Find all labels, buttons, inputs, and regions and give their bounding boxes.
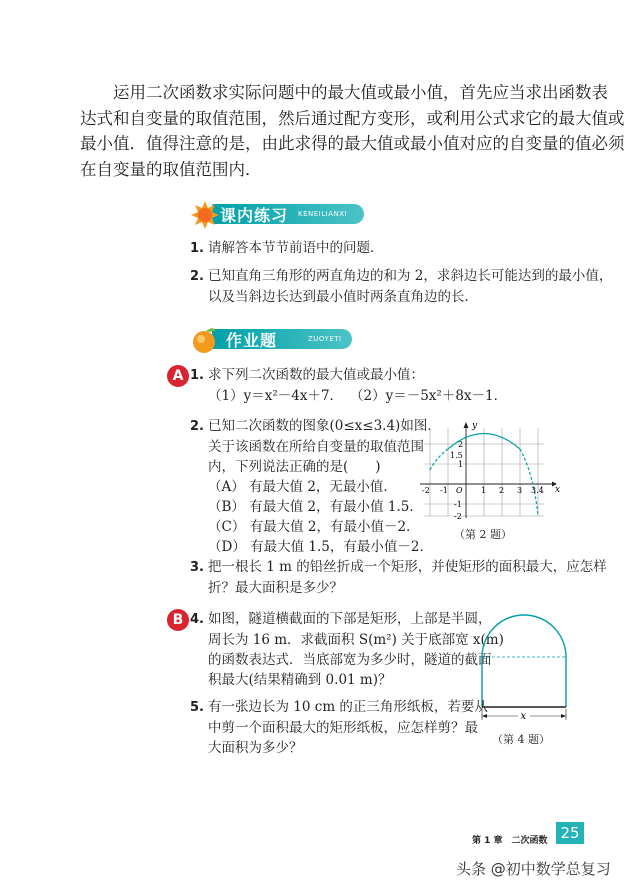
chapter-label: 第 1 章 二次函数 bbox=[472, 836, 548, 846]
tunnel-figure bbox=[474, 612, 574, 727]
item-text: 内，下列说法正确的是( ) bbox=[208, 459, 381, 475]
origin-label: O bbox=[456, 486, 463, 495]
intro-line: 达式和自变量的取值范围，然后通过配方变形，或利用公式求它的最大值或 bbox=[80, 108, 625, 128]
item-text: 已知二次函数的图象(0≤x≤3.4)如图． bbox=[208, 418, 441, 434]
x-tick: -2 bbox=[422, 486, 430, 495]
intro-line: 运用二次函数求实际问题中的最大值或最小值，首先应当求出函数表 bbox=[113, 83, 608, 102]
x-tick: 3.4 bbox=[531, 486, 544, 495]
figure-4-caption: （第 4 题） bbox=[492, 733, 550, 746]
item-text: 有一张边长为 10 cm 的正三角形纸板，若要从 bbox=[208, 699, 488, 715]
level-b-badge: B bbox=[167, 609, 189, 631]
item-number: 2. bbox=[190, 269, 204, 284]
curve-dashed bbox=[520, 449, 538, 516]
intro-paragraph bbox=[80, 80, 625, 182]
practice-subtitle: KENEILIANXI bbox=[298, 210, 348, 218]
item-text: 积最大(结果精确到 0.01 m)？ bbox=[208, 672, 392, 688]
x-tick: 3 bbox=[517, 486, 523, 495]
figure-2-caption: （第 2 题） bbox=[454, 528, 512, 541]
tunnel-x-label: x bbox=[520, 711, 527, 722]
page-number: 25 bbox=[556, 822, 584, 844]
tunnel-outline bbox=[482, 615, 566, 707]
homework-title: 作业题 bbox=[226, 331, 278, 350]
intro-line: 在自变量的取值范围内． bbox=[80, 159, 262, 179]
homework-subtitle: ZUOYETI bbox=[308, 335, 342, 343]
graph-y-label: y bbox=[472, 421, 478, 431]
x-tick: 2 bbox=[499, 486, 505, 495]
graph-grid bbox=[424, 428, 544, 516]
item-number: 2. bbox=[190, 419, 204, 434]
question-3 bbox=[190, 557, 607, 598]
parabola-graph bbox=[412, 420, 562, 520]
item-text: 周长为 16 m．求截面积 S(m²) 关于底部宽 x(m) bbox=[208, 632, 504, 648]
question-5 bbox=[190, 697, 488, 758]
practice-header bbox=[190, 200, 370, 230]
option-b: （B） 有最大值 2，有最小值 1.5． bbox=[208, 499, 423, 515]
practice-title: 课内练习 bbox=[220, 206, 289, 225]
graph-x-label: x bbox=[555, 485, 561, 495]
y-tick: -1 bbox=[454, 500, 462, 509]
y-axis-arrow bbox=[464, 422, 469, 428]
fruit-icon bbox=[190, 325, 220, 355]
item-number: 4. bbox=[190, 612, 204, 627]
item-text: 以及当斜边长达到最小值时两条直角边的长． bbox=[208, 289, 478, 305]
practice-item bbox=[190, 266, 613, 307]
option-d: （D） 有最大值 1.5，有最小值－2． bbox=[208, 539, 433, 555]
y-tick: -2 bbox=[454, 512, 462, 520]
question-2 bbox=[190, 416, 441, 557]
sun-icon bbox=[190, 200, 220, 230]
curve-dashed-left bbox=[430, 449, 448, 470]
intro-line: 最小值．值得注意的是，由此求得的最大值或最小值对应的自变量的值必须 bbox=[80, 134, 625, 153]
item-text: 求下列二次函数的最大值或最小值： bbox=[208, 367, 424, 383]
question-4 bbox=[190, 609, 504, 690]
item-text: 的函数表达式．当底部宽为多少时，隧道的截面 bbox=[208, 652, 492, 668]
homework-header bbox=[190, 325, 360, 355]
item-number: 3. bbox=[190, 560, 204, 575]
question-1 bbox=[190, 365, 590, 406]
item-text: 如图，隧道横截面的下部是矩形，上部是半圆， bbox=[208, 611, 492, 627]
level-a-badge: A bbox=[167, 365, 189, 387]
item-text: 已知直角三角形的两直角边的和为 2，求斜边长可能达到的最小值， bbox=[208, 268, 613, 284]
q1-part-2: （2）y＝－5x²＋8x－1． bbox=[350, 388, 508, 404]
item-text: 折？最大面积是多少？ bbox=[208, 580, 343, 596]
item-number: 1. bbox=[190, 368, 204, 383]
y-tick: 2 bbox=[458, 440, 464, 449]
item-text: 把一根长 1 m 的铅丝折成一个矩形，并使矩形的面积最大，应怎样 bbox=[208, 559, 607, 575]
item-text: 大面积为多少？ bbox=[208, 740, 303, 756]
y-tick: 1.5 bbox=[450, 451, 463, 460]
x-tick: -1 bbox=[440, 486, 448, 495]
item-number: 5. bbox=[190, 700, 204, 715]
item-number: 1. bbox=[190, 241, 204, 256]
item-text: 中剪一个面积最大的矩形纸板，应怎样剪？最 bbox=[208, 720, 478, 736]
option-c: （C） 有最大值 2，有最小值－2． bbox=[208, 519, 420, 535]
item-text: 请解答本节节前语中的问题． bbox=[208, 240, 384, 256]
y-tick: 1 bbox=[458, 460, 464, 469]
q1-part-1: （1）y＝x²－4x＋7． bbox=[208, 388, 344, 404]
x-tick: 1 bbox=[481, 486, 487, 495]
item-text: 关于该函数在所给自变量的取值范围 bbox=[208, 439, 424, 455]
practice-item bbox=[190, 238, 590, 259]
watermark-text: 头条 @初中数学总复习 bbox=[456, 860, 611, 878]
option-a: （A） 有最大值 2，无最小值． bbox=[208, 479, 397, 495]
